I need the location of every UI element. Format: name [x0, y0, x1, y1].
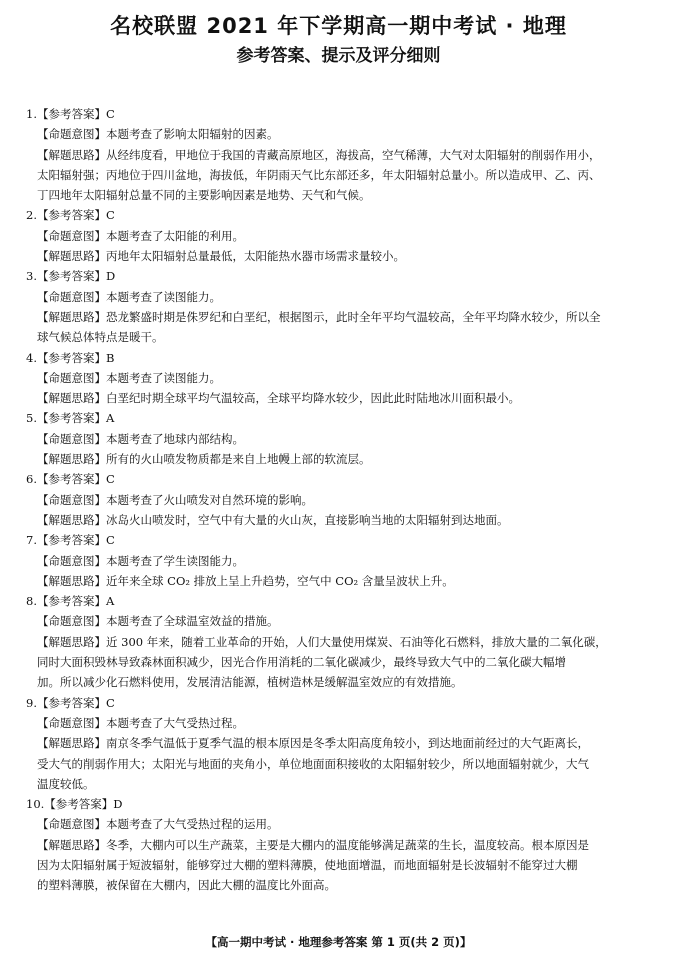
- answer-key: 8.【参考答案】A: [26, 594, 115, 609]
- page-title: 名校联盟 2021 年下学期高一期中考试 · 地理: [110, 14, 567, 38]
- answer-key: 9.【参考答案】C: [26, 695, 115, 710]
- page-subtitle: 参考答案、提示及评分细则: [236, 46, 441, 66]
- question-intent: 【命题意图】本题考查了读图能力。: [37, 289, 221, 304]
- answer-item: [26, 205, 656, 266]
- solution-line: 的塑料薄膜，被保留在大棚内，因此大棚的温度比外面高。: [37, 878, 336, 893]
- question-intent: 【命题意图】本题考查了太阳能的利用。: [37, 228, 244, 243]
- solution-line: 加。所以减少化石燃料使用，发展清洁能源，植树造林是缓解温室效应的有效措施。: [37, 675, 463, 690]
- answer-key: 2.【参考答案】C: [26, 208, 115, 223]
- answer-key: 4.【参考答案】B: [26, 350, 115, 365]
- solution-line: 【解题思路】南京冬季气温低于夏季气温的根本原因是冬季太阳高度角较小，到达地面前经过的大气距离长，: [37, 736, 589, 751]
- solution-line: 球气候总体特点是暖干。: [37, 330, 164, 345]
- answer-key: 5.【参考答案】A: [26, 411, 115, 426]
- answer-item: [26, 469, 656, 530]
- answer-item: [26, 693, 656, 794]
- solution-line: 【解题思路】冰岛火山喷发时，空气中有大量的火山灰，直接影响当地的太阳辐射到达地面。: [37, 512, 509, 527]
- question-intent: 【命题意图】本题考查了影响太阳辐射的因素。: [37, 127, 279, 142]
- question-intent: 【命题意图】本题考查了全球温室效益的措施。: [37, 614, 279, 629]
- solution-line: 【解题思路】近 300 年来，随着工业革命的开始，人们大量使用煤炭、石油等化石燃料，排放大量的二氧化碳，: [37, 634, 607, 649]
- solution-line: 受大气的削弱作用大；太阳光与地面的夹角小，单位地面面积接收的太阳辐射较少，所以地面辐射就少，大气: [37, 756, 589, 771]
- answer-item: [26, 266, 656, 347]
- solution-line: 【解题思路】冬季，大棚内可以生产蔬菜，主要是大棚内的温度能够满足蔬菜的生长，温度较高。根本原因是: [37, 837, 589, 852]
- answer-item: [26, 530, 656, 591]
- answer-list: [26, 104, 656, 896]
- answer-key: 10.【参考答案】D: [26, 797, 123, 812]
- question-intent: 【命题意图】本题考查了读图能力。: [37, 370, 221, 385]
- solution-line: 【解题思路】白垩纪时期全球平均气温较高，全球平均降水较少，因此此时陆地冰川面积最小。: [37, 391, 520, 406]
- solution-line: 温度较低。: [37, 776, 95, 791]
- solution-line: 【解题思路】丙地年太阳辐射总量最低，太阳能热水器市场需求量较小。: [37, 249, 405, 264]
- question-intent: 【命题意图】本题考查了大气受热过程。: [37, 715, 244, 730]
- question-intent: 【命题意图】本题考查了地球内部结构。: [37, 431, 244, 446]
- answer-key: 7.【参考答案】C: [26, 533, 115, 548]
- answer-key: 3.【参考答案】D: [26, 269, 116, 284]
- answer-item: [26, 408, 656, 469]
- answer-item: [26, 591, 656, 692]
- solution-line: 【解题思路】近年来全球 CO₂ 排放上呈上升趋势，空气中 CO₂ 含量呈波状上升。: [37, 573, 454, 588]
- solution-line: 【解题思路】所有的火山喷发物质都是来自上地幔上部的软流层。: [37, 452, 371, 467]
- solution-line: 丁四地年太阳辐射总量不同的主要影响因素是地势、天气和气候。: [37, 188, 371, 203]
- solution-line: 因为太阳辐射属于短波辐射，能够穿过大棚的塑料薄膜，使地面增温，而地面辐射是长波辐射不能穿过大棚: [37, 857, 578, 872]
- question-intent: 【命题意图】本题考查了学生读图能力。: [37, 553, 244, 568]
- solution-line: 【解题思路】恐龙繁盛时期是侏罗纪和白垩纪，根据图示，此时全年平均气温较高，全年平均降水较少，所以全: [37, 309, 601, 324]
- solution-line: 同时大面积毁林导致森林面积减少，因光合作用消耗的二氧化碳减少，最终导致大气中的二氧化碳大幅增: [37, 655, 566, 670]
- answer-item: [26, 794, 656, 895]
- solution-line: 太阳辐射强；丙地位于四川盆地，海拔低，年阴雨天气比东部还多，年太阳辐射总量小。所以造成甲、乙、丙、: [37, 167, 601, 182]
- question-intent: 【命题意图】本题考查了大气受热过程的运用。: [37, 817, 279, 832]
- answer-key: 1.【参考答案】C: [26, 107, 115, 121]
- solution-line: 【解题思路】从经纬度看，甲地位于我国的青藏高原地区，海拔高，空气稀薄，大气对太阳辐射的削弱作用小，: [37, 147, 601, 162]
- question-intent: 【命题意图】本题考查了火山喷发对自然环境的影响。: [37, 492, 313, 507]
- answer-key: 6.【参考答案】C: [26, 472, 115, 487]
- answer-item: [26, 104, 656, 205]
- answer-item: [26, 348, 656, 409]
- page-footer: 【高一期中考试 · 地理参考答案 第 1 页(共 2 页)】: [205, 935, 472, 949]
